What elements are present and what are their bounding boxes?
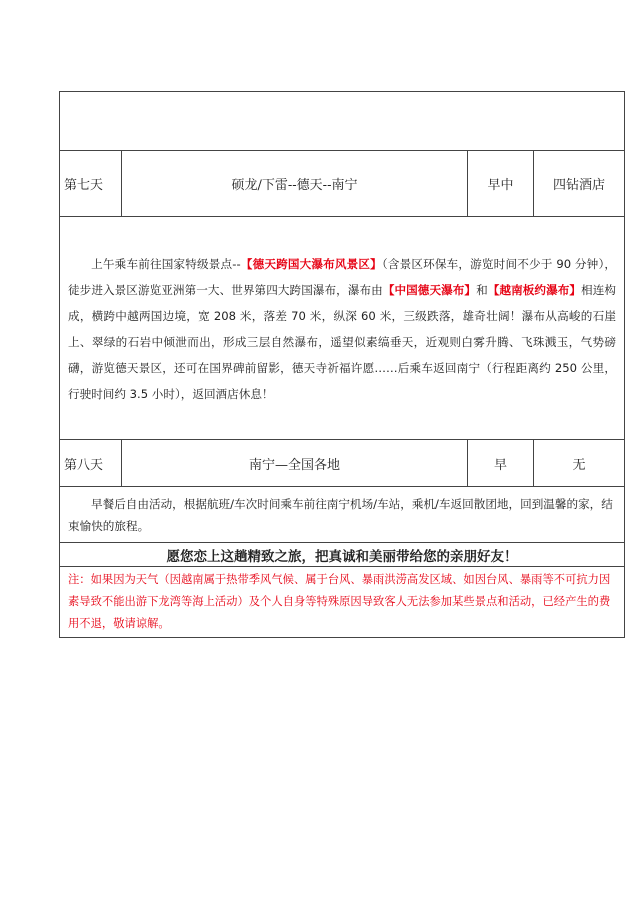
day8-meals: 早 bbox=[468, 440, 534, 487]
closing-wish: 愿您恋上这趟精致之旅，把真诚和美丽带给您的亲朋好友！ bbox=[60, 543, 625, 567]
day8-header-row bbox=[60, 440, 625, 487]
day8-desc-row bbox=[60, 487, 625, 543]
itinerary-table bbox=[59, 91, 625, 638]
wish-row bbox=[60, 543, 625, 567]
day8-route: 南宁—全国各地 bbox=[122, 440, 468, 487]
day7-desc-text-4: 相连构成，横跨中越两国边境，宽 208 米，落差 70 米，纵深 60 米，三级跌落，雄奇壮阔！瀑布从高峻的石崖上、翠绿的石岩中倾泄而出，形成三层自然瀑布，遥望似素缟垂天，近观则白雾升腾、飞珠溅玉，气势磅礴，游览德天景区，还可在国界碑前留影，德天寺祈福许愿……后乘车返回南宁（行程距离约 250 公里，行驶时间约 3.5 小时），返回酒店休息！ bbox=[68, 283, 616, 401]
day7-desc-row bbox=[60, 217, 625, 440]
day7-description bbox=[60, 217, 625, 440]
day7-desc-text-1: 上午乘车前往国家特级景点-- bbox=[91, 257, 241, 271]
day7-hotel: 四钻酒店 bbox=[534, 151, 625, 217]
empty-top-cell bbox=[60, 92, 625, 151]
day7-route: 硕龙/下雷--德天--南宁 bbox=[122, 151, 468, 217]
day7-highlight-detian-waterfall: 【中国德天瀑布】 bbox=[382, 283, 477, 297]
day8-description bbox=[60, 487, 625, 543]
day7-highlight-waterfall-park: 【德天跨国大瀑布风景区】 bbox=[240, 257, 382, 271]
day8-label: 第八天 bbox=[60, 440, 122, 487]
day7-label: 第七天 bbox=[60, 151, 122, 217]
note-row bbox=[60, 567, 625, 638]
day8-hotel: 无 bbox=[534, 440, 625, 487]
day7-header-row bbox=[60, 151, 625, 217]
disclaimer-note: 注：如果因为天气（因越南属于热带季风气候、属于台风、暴雨洪涝高发区域、如因台风、暴雨等不可抗力因素导致不能出游下龙湾等海上活动）及个人自身等特殊原因导致客人无法参加某些景点和活动，已经产生的费用不退，敬请谅解。 bbox=[60, 567, 625, 638]
day7-meals: 早中 bbox=[468, 151, 534, 217]
day7-highlight-banyue-waterfall: 【越南板约瀑布】 bbox=[487, 283, 582, 297]
day7-desc-text-2: （含景区环保车，游览时间不少于 90 分钟），徒步进入景区游览亚洲第一大、世界第四大跨国瀑布，瀑布由 bbox=[68, 257, 616, 297]
day8-desc-text: 早餐后自由活动，根据航班/车次时间乘车前往南宁机场/车站，乘机/车返回散团地，回到温馨的家，结束愉快的旅程。 bbox=[68, 496, 613, 533]
empty-top-row bbox=[60, 92, 625, 151]
day7-desc-text-3: 和 bbox=[476, 283, 488, 297]
